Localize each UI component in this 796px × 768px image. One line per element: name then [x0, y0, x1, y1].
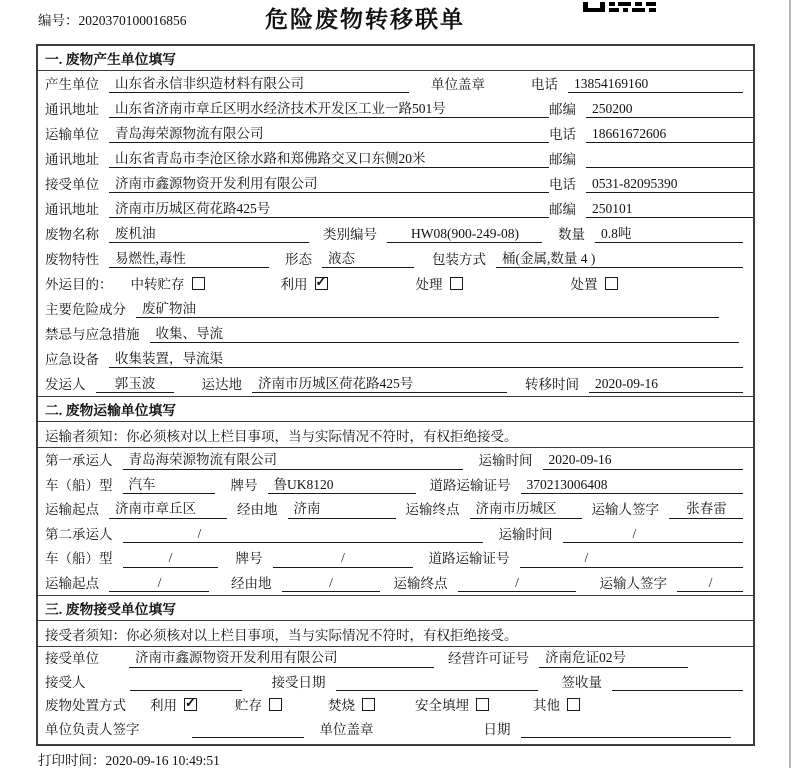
receiver-zip-group — [549, 201, 755, 218]
license-value: 济南危证02号 — [539, 650, 688, 667]
waste-category-value: HW08(900-249-08) — [387, 226, 542, 243]
purpose-label: 外运目的： — [45, 276, 113, 292]
disposal-option-incinerate — [328, 698, 375, 714]
disposal-option-incinerate-label: 焚烧 — [328, 698, 355, 714]
form-serial-label: 编号： — [38, 13, 79, 28]
receive-unit-value: 济南市鑫源物资开发利用有限公司 — [129, 650, 434, 667]
equipment-label: 应急设备 — [45, 351, 99, 367]
producer-phone-value: 13854169160 — [568, 76, 743, 93]
purpose-option-utilize — [281, 277, 328, 293]
responsible-sign-value — [192, 723, 304, 738]
section3-header: 三. 废物接受单位填写 — [38, 595, 753, 621]
disposal-other-checkbox — [567, 698, 580, 711]
disposal-option-store-label: 贮存 — [235, 698, 262, 714]
receipt-qty-value — [612, 676, 743, 691]
receiver-notice: 接受者须知：你必须核对以上栏目事项，当与实际情况不符时，有权拒绝接受。 — [38, 621, 753, 647]
acceptor-label: 接受人 — [45, 674, 86, 690]
producer-label: 产生单位 — [45, 76, 99, 92]
route1-via-value: 济南 — [288, 501, 396, 518]
row-producer — [38, 71, 753, 96]
print-time — [38, 749, 220, 768]
transfer-form-table — [36, 44, 755, 746]
vehicle2-cert-value: / — [520, 550, 744, 567]
license-label: 经营许可证号 — [448, 651, 529, 667]
row-waste-attrs — [38, 246, 753, 271]
route2-via-value: / — [282, 575, 380, 592]
vehicle1-cert-value: 370213006408 — [521, 477, 744, 494]
vehicle1-cert-label: 道路运输证号 — [429, 477, 511, 493]
route2-sign-value: / — [677, 575, 743, 592]
qr-code-fragment-icon — [583, 0, 657, 18]
waste-name-label: 废物名称 — [45, 226, 99, 242]
row-route2 — [38, 571, 753, 596]
vehicle1-plate-value: 鲁UK8120 — [268, 477, 416, 494]
accept-date-label: 接受日期 — [271, 674, 326, 690]
unit-seal-label: 单位盖章 — [319, 721, 374, 737]
row-transporter-address — [38, 146, 753, 171]
route1-end-value: 济南市历城区 — [470, 501, 582, 518]
carrier1-label: 第一承运人 — [45, 453, 113, 469]
dispatcher-value: 郭玉波 — [96, 376, 174, 393]
section1-header: 一. 废物产生单位填写 — [38, 46, 753, 71]
purpose-option-transfer-label: 中转贮存 — [130, 276, 185, 292]
page-title: 危险废物转移联单 — [265, 7, 465, 32]
row-producer-address — [38, 96, 753, 121]
route1-sign-label: 运输人签字 — [591, 502, 659, 518]
waste-qty-value: 0.8吨 — [595, 226, 743, 243]
scan-edge-line — [789, 0, 791, 768]
disposal-utilize-checkbox — [184, 698, 197, 711]
disposal-incinerate-checkbox — [362, 698, 375, 711]
transporter-phone-group — [549, 126, 755, 143]
carrier1-time-label: 运输时间 — [478, 453, 533, 469]
transporter-value: 青岛海荣源物流有限公司 — [109, 126, 549, 143]
hazard-value: 废矿物油 — [136, 301, 719, 318]
vehicle2-cert-label: 道路运输证号 — [428, 551, 510, 567]
route2-via-label: 经由地 — [231, 575, 272, 591]
purpose-utilize-checkbox — [315, 277, 328, 290]
row-transporter — [38, 121, 753, 146]
transporter-zip-value — [586, 153, 755, 168]
producer-zip-label: 邮编 — [549, 101, 576, 117]
taboo-label: 禁忌与应急措施 — [45, 326, 140, 342]
receive-unit-label: 接受单位 — [45, 651, 99, 667]
transporter-label: 运输单位 — [45, 126, 99, 142]
disposal-option-utilize — [150, 698, 197, 714]
hazard-label: 主要危险成分 — [45, 301, 126, 317]
sign-date-value — [521, 723, 732, 738]
producer-phone-label: 电话 — [531, 76, 558, 92]
receiver-phone-label: 电话 — [549, 176, 576, 192]
section-producer — [38, 46, 753, 396]
row-dispatch — [38, 371, 753, 396]
producer-address-value: 山东省济南市章丘区明水经济技术开发区工业一路501号 — [109, 101, 549, 118]
waste-pack-label: 包装方式 — [432, 251, 486, 267]
transporter-zip-group — [549, 152, 755, 168]
waste-pack-value: 桶(金属,数量 4 ) — [496, 251, 743, 268]
row-vehicle2 — [38, 546, 753, 571]
vehicle1-type-label: 车（船）型 — [45, 477, 113, 493]
vehicle1-plate-label: 牌号 — [230, 477, 258, 493]
carrier1-value: 青岛海荣源物流有限公司 — [123, 452, 463, 469]
section-transport — [38, 396, 753, 595]
disposal-landfill-checkbox — [476, 698, 489, 711]
transporter-notice: 运输者须知：你必须核对以上栏目事项，当与实际情况不符时，有权拒绝接受。 — [38, 422, 753, 448]
purpose-transfer-checkbox — [192, 277, 205, 290]
accept-date-value — [336, 676, 538, 691]
row-hazard — [38, 296, 753, 321]
purpose-dispose-checkbox — [605, 277, 618, 290]
waste-category-label: 类别编号 — [323, 226, 377, 242]
responsible-sign-label: 单位负责人签字 — [45, 721, 140, 737]
waste-attrs-label: 废物特性 — [45, 251, 99, 267]
receiver-value: 济南市鑫源物资开发利用有限公司 — [109, 176, 549, 193]
carrier2-time-value: / — [563, 526, 744, 543]
purpose-option-dispose-label: 处置 — [570, 276, 598, 292]
producer-seal-label: 单位盖章 — [431, 76, 485, 92]
producer-zip-group — [549, 101, 755, 118]
route1-start-label: 运输起点 — [45, 502, 99, 518]
print-time-value: 2020-09-16 10:49:51 — [105, 753, 220, 768]
vehicle2-type-value: / — [123, 550, 218, 567]
row-waste-name — [38, 221, 753, 246]
route1-via-label: 经由地 — [237, 502, 278, 518]
route2-end-value: / — [458, 575, 576, 592]
destination-value: 济南市历城区荷花路425号 — [252, 376, 507, 393]
equipment-value: 收集装置，导流渠 — [109, 351, 743, 368]
receiver-address-label: 通讯地址 — [45, 201, 99, 217]
transporter-address-value: 山东省青岛市李沧区徐水路和郑佛路交叉口东侧20米 — [109, 151, 549, 168]
purpose-option-dispose — [571, 277, 618, 293]
carrier2-time-label: 运输时间 — [498, 526, 553, 542]
row-receive-unit — [38, 647, 753, 671]
carrier1-time-value: 2020-09-16 — [543, 452, 744, 469]
producer-zip-value: 250200 — [586, 101, 755, 118]
transfer-time-label: 转移时间 — [525, 376, 579, 392]
row-route1 — [38, 497, 753, 522]
producer-phone-group — [531, 76, 743, 93]
route2-end-label: 运输终点 — [393, 575, 448, 591]
sign-date-label: 日期 — [483, 721, 511, 737]
receiver-address-value: 济南市历城区荷花路425号 — [109, 201, 549, 218]
form-serial-number: 2020370100016856 — [78, 13, 187, 28]
row-receiver-address — [38, 196, 753, 221]
destination-label: 运达地 — [201, 376, 242, 392]
vehicle2-type-label: 车（船）型 — [45, 551, 113, 567]
producer-value: 山东省永信非织造材料有限公司 — [109, 76, 409, 93]
vehicle2-plate-value: / — [273, 550, 413, 567]
vehicle1-type-value: 汽车 — [123, 477, 215, 494]
carrier2-label: 第二承运人 — [45, 526, 113, 542]
section-receive — [38, 595, 753, 741]
producer-address-label: 通讯地址 — [45, 101, 99, 117]
waste-attrs-value: 易燃性,毒性 — [109, 251, 269, 268]
receiver-zip-label: 邮编 — [549, 201, 576, 217]
purpose-option-treat — [416, 277, 463, 293]
disposal-option-store — [235, 698, 282, 714]
row-carrier2 — [38, 522, 753, 547]
receiver-zip-value: 250101 — [586, 201, 755, 218]
route1-sign-value: 张春雷 — [669, 501, 743, 518]
row-vehicle1 — [38, 473, 753, 498]
waste-name-value: 废机油 — [109, 226, 309, 243]
carrier2-value: / — [123, 526, 483, 543]
transfer-time-value: 2020-09-16 — [589, 376, 743, 393]
waste-form-label: 形态 — [285, 251, 312, 267]
disposal-option-landfill-label: 安全填埋 — [415, 698, 469, 714]
transporter-zip-label: 邮编 — [549, 151, 576, 167]
transporter-address-label: 通讯地址 — [45, 151, 99, 167]
receiver-label: 接受单位 — [45, 176, 99, 192]
row-acceptor — [38, 671, 753, 695]
row-taboo — [38, 321, 753, 346]
route2-sign-label: 运输人签字 — [599, 575, 667, 591]
route2-start-value: / — [109, 575, 209, 592]
receiver-phone-value: 0531-82095390 — [586, 176, 755, 193]
disposal-store-checkbox — [269, 698, 282, 711]
print-time-label: 打印时间： — [38, 753, 106, 768]
taboo-value: 收集、导流 — [150, 326, 740, 343]
section2-header: 二. 废物运输单位填写 — [38, 396, 753, 422]
disposal-option-other-label: 其他 — [533, 698, 560, 714]
waste-form-value: 液态 — [322, 251, 414, 268]
row-carrier1 — [38, 448, 753, 473]
dispatcher-label: 发运人 — [45, 376, 86, 392]
route1-end-label: 运输终点 — [405, 502, 460, 518]
disposal-label: 废物处置方式 — [45, 698, 126, 714]
route1-start-value: 济南市章丘区 — [109, 501, 227, 518]
disposal-option-landfill — [415, 698, 489, 714]
row-purpose — [38, 271, 753, 296]
purpose-treat-checkbox — [450, 277, 463, 290]
acceptor-value — [130, 676, 242, 691]
vehicle2-plate-label: 牌号 — [235, 551, 263, 567]
route2-start-label: 运输起点 — [45, 575, 99, 591]
transporter-phone-label: 电话 — [549, 126, 576, 142]
receipt-qty-label: 签收量 — [561, 674, 602, 690]
purpose-option-transfer — [131, 277, 205, 293]
row-receiver — [38, 171, 753, 196]
receiver-phone-group — [549, 176, 755, 193]
row-equipment — [38, 346, 753, 371]
row-responsible-sign — [38, 718, 753, 742]
purpose-option-utilize-label: 利用 — [280, 276, 308, 292]
purpose-option-treat-label: 处理 — [415, 276, 443, 292]
waste-qty-label: 数量 — [558, 226, 585, 242]
disposal-option-other — [533, 698, 580, 714]
row-disposal-method — [38, 694, 753, 718]
disposal-option-utilize-label: 利用 — [150, 698, 177, 714]
transporter-phone-value: 18661672606 — [586, 126, 755, 143]
